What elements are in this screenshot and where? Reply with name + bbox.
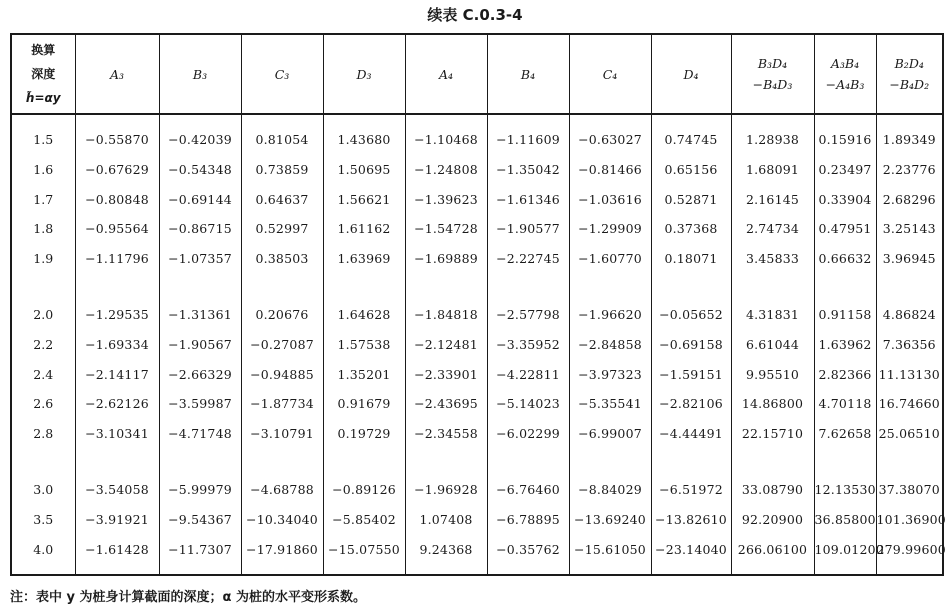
value-cell: 1.56621: [323, 184, 405, 214]
table-row: [11, 475, 943, 505]
value-cell: −1.96928: [405, 475, 487, 505]
value-cell: 0.64637: [241, 184, 323, 214]
value-cell: −2.14117: [75, 359, 159, 389]
value-cell: 0.91158: [814, 300, 876, 330]
col-header-a3: A₃: [75, 34, 159, 114]
depth-cell: 2.6: [11, 389, 75, 419]
value-cell: 1.28938: [731, 125, 814, 155]
col-header-b3: B₃: [159, 34, 241, 114]
value-cell: −5.35541: [569, 389, 651, 419]
value-cell: 1.68091: [731, 155, 814, 185]
col-header-b4: B₄: [487, 34, 569, 114]
value-cell: 0.52997: [241, 214, 323, 244]
value-cell: −1.11609: [487, 125, 569, 155]
depth-header-line1: 换算: [31, 43, 56, 57]
value-cell: −1.11796: [75, 243, 159, 273]
value-cell: 0.18071: [651, 243, 731, 273]
value-cell: −2.82106: [651, 389, 731, 419]
spacer-row: [11, 114, 943, 125]
value-cell: −0.54348: [159, 155, 241, 185]
depth-cell: 2.8: [11, 418, 75, 448]
value-cell: −0.69144: [159, 184, 241, 214]
table-row: [11, 534, 943, 564]
value-cell: 2.82366: [814, 359, 876, 389]
value-cell: 16.74660: [876, 389, 943, 419]
value-cell: 0.15916: [814, 125, 876, 155]
value-cell: −13.82610: [651, 505, 731, 535]
value-cell: −1.35042: [487, 155, 569, 185]
value-cell: 0.20676: [241, 300, 323, 330]
depth-cell: 3.0: [11, 475, 75, 505]
col-header-b3d4-b4d3: B₃D₄ −B₄D₃: [731, 34, 814, 114]
value-cell: −0.86715: [159, 214, 241, 244]
value-cell: −0.55870: [75, 125, 159, 155]
value-cell: −4.68788: [241, 475, 323, 505]
value-cell: 0.91679: [323, 389, 405, 419]
value-cell: 1.43680: [323, 125, 405, 155]
group-gap-row: [11, 273, 943, 300]
value-cell: 0.23497: [814, 155, 876, 185]
value-cell: 12.13530: [814, 475, 876, 505]
col-header-a4: A₄: [405, 34, 487, 114]
value-cell: 0.37368: [651, 214, 731, 244]
value-cell: 1.63962: [814, 330, 876, 360]
value-cell: 0.47951: [814, 214, 876, 244]
value-cell: 4.86824: [876, 300, 943, 330]
depth-cell: 1.9: [11, 243, 75, 273]
depth-cell: 2.2: [11, 330, 75, 360]
value-cell: −1.87734: [241, 389, 323, 419]
table-row: [11, 243, 943, 273]
value-cell: 109.01200: [814, 534, 876, 564]
value-cell: 92.20900: [731, 505, 814, 535]
value-cell: −1.29909: [569, 214, 651, 244]
value-cell: −1.31361: [159, 300, 241, 330]
value-cell: −5.99979: [159, 475, 241, 505]
value-cell: −2.22745: [487, 243, 569, 273]
value-cell: −11.7307: [159, 534, 241, 564]
value-cell: −1.69334: [75, 330, 159, 360]
value-cell: 279.99600: [876, 534, 943, 564]
value-cell: −5.14023: [487, 389, 569, 419]
value-cell: −0.35762: [487, 534, 569, 564]
value-cell: 25.06510: [876, 418, 943, 448]
value-cell: −0.27087: [241, 330, 323, 360]
value-cell: −6.99007: [569, 418, 651, 448]
value-cell: 0.66632: [814, 243, 876, 273]
value-cell: 9.95510: [731, 359, 814, 389]
depth-cell: 4.0: [11, 534, 75, 564]
value-cell: −0.80848: [75, 184, 159, 214]
value-cell: 1.50695: [323, 155, 405, 185]
value-cell: 266.06100: [731, 534, 814, 564]
value-cell: −2.12481: [405, 330, 487, 360]
value-cell: −1.84818: [405, 300, 487, 330]
value-cell: −1.69889: [405, 243, 487, 273]
table-caption: 续表 C.0.3-4: [427, 6, 523, 24]
value-cell: −0.89126: [323, 475, 405, 505]
depth-cell: 1.8: [11, 214, 75, 244]
value-cell: −0.63027: [569, 125, 651, 155]
value-cell: 0.74745: [651, 125, 731, 155]
value-cell: −6.51972: [651, 475, 731, 505]
value-cell: 0.65156: [651, 155, 731, 185]
value-cell: −6.78895: [487, 505, 569, 535]
value-cell: 36.85800: [814, 505, 876, 535]
value-cell: 7.62658: [814, 418, 876, 448]
value-cell: −13.69240: [569, 505, 651, 535]
col-header-d3: D₃: [323, 34, 405, 114]
col-header-b2d4-b4d2: B₂D₄ −B₄D₂: [876, 34, 943, 114]
value-cell: −0.05652: [651, 300, 731, 330]
depth-cell: 1.6: [11, 155, 75, 185]
value-cell: −5.85402: [323, 505, 405, 535]
value-cell: −1.39623: [405, 184, 487, 214]
value-cell: −1.61428: [75, 534, 159, 564]
value-cell: −6.76460: [487, 475, 569, 505]
value-cell: −0.94885: [241, 359, 323, 389]
value-cell: 37.38070: [876, 475, 943, 505]
table-row: [11, 505, 943, 535]
value-cell: 6.61044: [731, 330, 814, 360]
col-header-c4: C₄: [569, 34, 651, 114]
value-cell: 9.24368: [405, 534, 487, 564]
value-cell: 0.33904: [814, 184, 876, 214]
value-cell: −8.84029: [569, 475, 651, 505]
value-cell: −2.33901: [405, 359, 487, 389]
depth-header-line2: 深度: [31, 67, 56, 81]
value-cell: 14.86800: [731, 389, 814, 419]
value-cell: −1.54728: [405, 214, 487, 244]
header-row: [11, 34, 943, 114]
value-cell: −3.91921: [75, 505, 159, 535]
value-cell: 0.52871: [651, 184, 731, 214]
table-row: [11, 214, 943, 244]
value-cell: 33.08790: [731, 475, 814, 505]
value-cell: −1.07357: [159, 243, 241, 273]
value-cell: −3.54058: [75, 475, 159, 505]
value-cell: −0.95564: [75, 214, 159, 244]
value-cell: 3.45833: [731, 243, 814, 273]
spacer-row: [11, 564, 943, 575]
value-cell: 11.13130: [876, 359, 943, 389]
value-cell: −0.81466: [569, 155, 651, 185]
value-cell: −2.43695: [405, 389, 487, 419]
value-cell: −10.34040: [241, 505, 323, 535]
value-cell: 1.57538: [323, 330, 405, 360]
value-cell: 1.07408: [405, 505, 487, 535]
value-cell: −1.10468: [405, 125, 487, 155]
value-cell: 0.81054: [241, 125, 323, 155]
value-cell: −1.29535: [75, 300, 159, 330]
depth-cell: 2.4: [11, 359, 75, 389]
value-cell: 0.19729: [323, 418, 405, 448]
table-row: [11, 418, 943, 448]
depth-cell: 2.0: [11, 300, 75, 330]
depth-cell: 1.7: [11, 184, 75, 214]
table-note: 注：表中 y 为桩身计算截面的深度；α 为桩的水平变形系数。: [10, 590, 366, 605]
value-cell: −23.14040: [651, 534, 731, 564]
col-header-d4: D₄: [651, 34, 731, 114]
value-cell: 22.15710: [731, 418, 814, 448]
value-cell: −0.69158: [651, 330, 731, 360]
value-cell: −4.71748: [159, 418, 241, 448]
value-cell: 1.89349: [876, 125, 943, 155]
value-cell: 101.36900: [876, 505, 943, 535]
table-row: [11, 330, 943, 360]
value-cell: −9.54367: [159, 505, 241, 535]
value-cell: −4.22811: [487, 359, 569, 389]
value-cell: 0.73859: [241, 155, 323, 185]
value-cell: 4.70118: [814, 389, 876, 419]
col-header-c3: C₃: [241, 34, 323, 114]
value-cell: 2.68296: [876, 184, 943, 214]
value-cell: −15.61050: [569, 534, 651, 564]
depth-cell: 3.5: [11, 505, 75, 535]
value-cell: −2.84858: [569, 330, 651, 360]
table-row: [11, 184, 943, 214]
value-cell: −1.59151: [651, 359, 731, 389]
value-cell: −1.96620: [569, 300, 651, 330]
value-cell: −2.34558: [405, 418, 487, 448]
value-cell: −1.24808: [405, 155, 487, 185]
table-row: [11, 125, 943, 155]
value-cell: 2.16145: [731, 184, 814, 214]
group-gap-row: [11, 448, 943, 475]
value-cell: 2.23776: [876, 155, 943, 185]
value-cell: 1.63969: [323, 243, 405, 273]
value-cell: 2.74734: [731, 214, 814, 244]
value-cell: 1.35201: [323, 359, 405, 389]
value-cell: −2.62126: [75, 389, 159, 419]
value-cell: 0.38503: [241, 243, 323, 273]
depth-header-line3: h̃=αy: [25, 91, 61, 105]
value-cell: −3.10791: [241, 418, 323, 448]
value-cell: −3.59987: [159, 389, 241, 419]
value-cell: −1.03616: [569, 184, 651, 214]
value-cell: 7.36356: [876, 330, 943, 360]
value-cell: 4.31831: [731, 300, 814, 330]
table-row: [11, 359, 943, 389]
depth-header: [11, 34, 75, 114]
value-cell: 1.61162: [323, 214, 405, 244]
col-header-a3b4-a4b3: A₃B₄ −A₄B₃: [814, 34, 876, 114]
value-cell: 3.96945: [876, 243, 943, 273]
table-row: [11, 389, 943, 419]
value-cell: −0.67629: [75, 155, 159, 185]
value-cell: 3.25143: [876, 214, 943, 244]
value-cell: −1.90567: [159, 330, 241, 360]
value-cell: −3.10341: [75, 418, 159, 448]
table-row: [11, 155, 943, 185]
depth-cell: 1.5: [11, 125, 75, 155]
table-row: [11, 300, 943, 330]
coefficient-table: [10, 33, 944, 576]
value-cell: −2.66329: [159, 359, 241, 389]
value-cell: −15.07550: [323, 534, 405, 564]
value-cell: −4.44491: [651, 418, 731, 448]
value-cell: −6.02299: [487, 418, 569, 448]
value-cell: −1.61346: [487, 184, 569, 214]
value-cell: −2.57798: [487, 300, 569, 330]
table-body: [11, 114, 946, 575]
value-cell: −3.35952: [487, 330, 569, 360]
value-cell: −0.42039: [159, 125, 241, 155]
value-cell: −17.91860: [241, 534, 323, 564]
value-cell: −1.90577: [487, 214, 569, 244]
value-cell: −1.60770: [569, 243, 651, 273]
value-cell: −3.97323: [569, 359, 651, 389]
value-cell: 1.64628: [323, 300, 405, 330]
